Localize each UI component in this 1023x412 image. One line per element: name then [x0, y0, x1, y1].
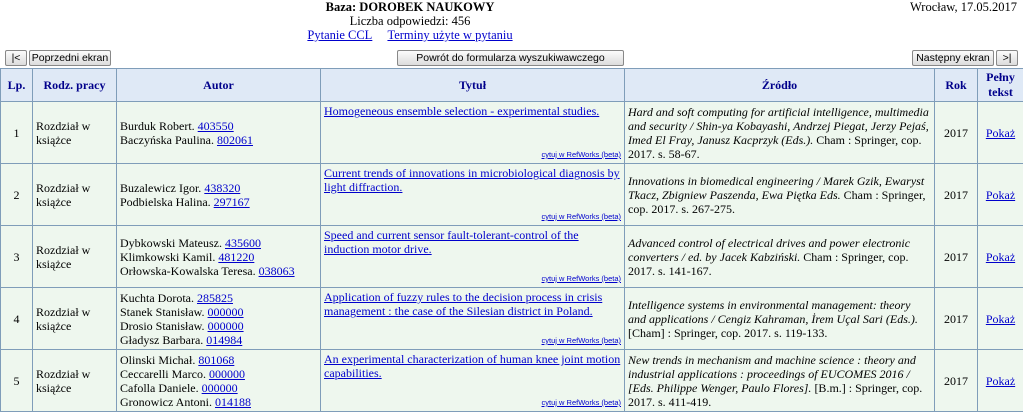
previous-screen-button[interactable]: Poprzedni ekran	[29, 50, 111, 66]
title-link[interactable]: Application of fuzzy rules to the decision process in crisis management : the case of the Silesian district in Poland.	[324, 290, 602, 318]
header-links	[0, 28, 820, 42]
author-name: Gładysz Barbara.	[120, 333, 203, 347]
author-id-link[interactable]: 285825	[197, 291, 233, 305]
back-to-search-form-button[interactable]: Powrót do formularza wyszukiwawczego	[397, 50, 624, 66]
row-number: 4	[1, 288, 33, 350]
row-number: 5	[1, 350, 33, 412]
ccl-query-link[interactable]: Pytanie CCL	[307, 28, 372, 42]
author-name: Burduk Robert.	[120, 119, 195, 133]
publication-type: Rozdział w książce	[33, 164, 117, 226]
col-header-year: Rok	[935, 69, 978, 102]
title-cell	[321, 350, 625, 412]
year-cell: 2017	[935, 102, 978, 164]
author-id-link[interactable]: 000000	[208, 305, 244, 319]
author-name: Drosio Stanisław.	[120, 319, 205, 333]
row-number: 2	[1, 164, 33, 226]
title-link[interactable]: Current trends of innovations in microbiological diagnosis by light diffraction.	[324, 166, 620, 194]
results-body	[1, 102, 1023, 412]
title-link[interactable]: Speed and current sensor fault-tolerant-control of the induction motor drive.	[324, 228, 579, 256]
author-id-link[interactable]: 403550	[198, 119, 234, 133]
page-header	[0, 0, 1023, 44]
publication-type: Rozdział w książce	[33, 102, 117, 164]
row-number: 1	[1, 102, 33, 164]
show-fulltext-link[interactable]: Pokaż	[986, 374, 1015, 388]
source-cell	[625, 164, 935, 226]
author-id-link[interactable]: 802061	[217, 133, 253, 147]
authors-cell	[117, 288, 321, 350]
result-count: Liczba odpowiedzi: 456	[0, 14, 820, 28]
source-italic: Innovations in biomedical engineering / Marek Gzik, Ewaryst Tkacz, Zbigniew Paszenda, Ewa Piętka Eds.	[628, 174, 924, 202]
source-publisher: [Cham] : Springer, cop. 2017. s. 119-133.	[628, 326, 827, 340]
table-row	[1, 226, 1023, 288]
author-name: Dybkowski Mateusz.	[120, 236, 222, 250]
author-name: Stanek Stanisław.	[120, 305, 205, 319]
year-cell: 2017	[935, 350, 978, 412]
authors-cell	[117, 226, 321, 288]
author-id-link[interactable]: 000000	[202, 381, 238, 395]
col-header-lp: Lp.	[1, 69, 33, 102]
author-name: Cafolla Daniele.	[120, 381, 199, 395]
author-line	[120, 264, 317, 278]
show-fulltext-link[interactable]: Pokaż	[986, 188, 1015, 202]
author-id-link[interactable]: 014188	[215, 395, 251, 409]
author-line	[120, 305, 317, 319]
title-cell	[321, 288, 625, 350]
author-line	[120, 181, 317, 195]
author-name: Gronowicz Antoni.	[120, 395, 212, 409]
col-header-type: Rodz. pracy	[33, 69, 117, 102]
query-terms-link[interactable]: Terminy użyte w pytaniu	[387, 28, 512, 42]
source-cell	[625, 288, 935, 350]
table-header-row	[1, 69, 1023, 102]
author-id-link[interactable]: 000000	[209, 367, 245, 381]
refworks-cite-link[interactable]: cytuj w RefWorks (beta)	[542, 148, 621, 162]
title-cell	[321, 102, 625, 164]
author-id-link[interactable]: 014984	[206, 333, 242, 347]
authors-cell	[117, 350, 321, 412]
author-name: Orłowska-Kowalska Teresa.	[120, 264, 256, 278]
table-row	[1, 350, 1023, 412]
source-italic: Advanced control of electrical drives and power electronic converters / ed. by Jacek Kabziński.	[628, 236, 910, 264]
table-row	[1, 164, 1023, 226]
title-link[interactable]: Homogeneous ensemble selection - experimental studies.	[324, 104, 599, 118]
author-line	[120, 319, 317, 333]
author-name: Buzalewicz Igor.	[120, 181, 201, 195]
author-name: Klimkowski Kamil.	[120, 250, 215, 264]
author-name: Kuchta Dorota.	[120, 291, 194, 305]
source-publisher: [B.m.] : Springer, cop. 2017. s. 411-419.	[628, 381, 922, 409]
col-header-fulltext: Pełny tekst	[978, 69, 1023, 102]
fulltext-cell	[978, 350, 1023, 412]
publication-type: Rozdział w książce	[33, 288, 117, 350]
publication-type: Rozdział w książce	[33, 226, 117, 288]
year-cell: 2017	[935, 288, 978, 350]
author-id-link[interactable]: 000000	[208, 319, 244, 333]
refworks-cite-link[interactable]: cytuj w RefWorks (beta)	[542, 396, 621, 410]
source-italic: Hard and soft computing for artificial intelligence, multimedia and security / Shin-ya Kobayashi, Andrzej Piegat, Jerzy Pejaś, Imed El Fray, Janusz Kacprzyk (Eds.).	[628, 105, 929, 147]
author-line	[120, 367, 317, 381]
fulltext-cell	[978, 288, 1023, 350]
author-line	[120, 291, 317, 305]
col-header-source: Źródło	[625, 69, 935, 102]
refworks-cite-link[interactable]: cytuj w RefWorks (beta)	[542, 334, 621, 348]
author-id-link[interactable]: 297167	[214, 195, 250, 209]
author-line	[120, 353, 317, 367]
source-cell	[625, 102, 935, 164]
title-cell	[321, 226, 625, 288]
author-line	[120, 250, 317, 264]
database-name: Baza: DOROBEK NAUKOWY	[0, 0, 820, 14]
author-name: Baczyńska Paulina.	[120, 133, 214, 147]
source-publisher: Cham : Springer, cop. 2017. s. 58-67.	[628, 133, 921, 161]
source-publisher: Cham : Springer, cop. 2017. s. 141-167.	[628, 250, 908, 278]
fulltext-cell	[978, 226, 1023, 288]
author-line	[120, 133, 317, 147]
row-number: 3	[1, 226, 33, 288]
results-table	[0, 68, 1023, 412]
author-line	[120, 381, 317, 395]
first-page-button[interactable]: |<	[5, 50, 27, 66]
source-cell	[625, 226, 935, 288]
author-line	[120, 195, 317, 209]
author-line	[120, 395, 317, 409]
refworks-cite-link[interactable]: cytuj w RefWorks (beta)	[542, 272, 621, 286]
fulltext-cell	[978, 102, 1023, 164]
author-name: Ceccarelli Marco.	[120, 367, 206, 381]
source-italic: New trends in mechanism and machine science : theory and industrial applications : proceedings of EUCOMES 2016 / [Eds. Philippe Wenger, Paulo Flores].	[628, 353, 916, 395]
source-cell	[625, 350, 935, 412]
author-name: Olinski Michał.	[120, 353, 195, 367]
author-id-link[interactable]: 438320	[204, 181, 240, 195]
title-link[interactable]: An experimental characterization of human knee joint motion capabilities.	[324, 352, 620, 380]
date-label: Wrocław, 17.05.2017	[910, 0, 1017, 15]
col-header-author: Autor	[117, 69, 321, 102]
table-row	[1, 288, 1023, 350]
show-fulltext-link[interactable]: Pokaż	[986, 126, 1015, 140]
source-publisher: Cham : Springer, cop. 2017. s. 267-275.	[628, 188, 926, 216]
author-line	[120, 119, 317, 133]
year-cell: 2017	[935, 164, 978, 226]
show-fulltext-link[interactable]: Pokaż	[986, 250, 1015, 264]
publication-type: Rozdział w książce	[33, 350, 117, 412]
author-id-link[interactable]: 481220	[218, 250, 254, 264]
table-row	[1, 102, 1023, 164]
source-italic: Intelligence systems in environmental management: theory and applications / Cengiz Kahraman, İrem Uçal Sari (Eds.).	[628, 298, 918, 326]
show-fulltext-link[interactable]: Pokaż	[986, 312, 1015, 326]
fulltext-cell	[978, 164, 1023, 226]
author-id-link[interactable]: 038063	[259, 264, 295, 278]
last-page-button[interactable]: >|	[996, 50, 1018, 66]
year-cell: 2017	[935, 226, 978, 288]
next-screen-button[interactable]: Następny ekran	[912, 50, 994, 66]
col-header-title: Tytuł	[321, 69, 625, 102]
title-cell	[321, 164, 625, 226]
authors-cell	[117, 164, 321, 226]
header-center	[0, 0, 820, 42]
author-line	[120, 236, 317, 250]
author-id-link[interactable]: 801068	[198, 353, 234, 367]
author-id-link[interactable]: 435600	[225, 236, 261, 250]
author-line	[120, 333, 317, 347]
authors-cell	[117, 102, 321, 164]
author-name: Podbielska Halina.	[120, 195, 211, 209]
refworks-cite-link[interactable]: cytuj w RefWorks (beta)	[542, 210, 621, 224]
